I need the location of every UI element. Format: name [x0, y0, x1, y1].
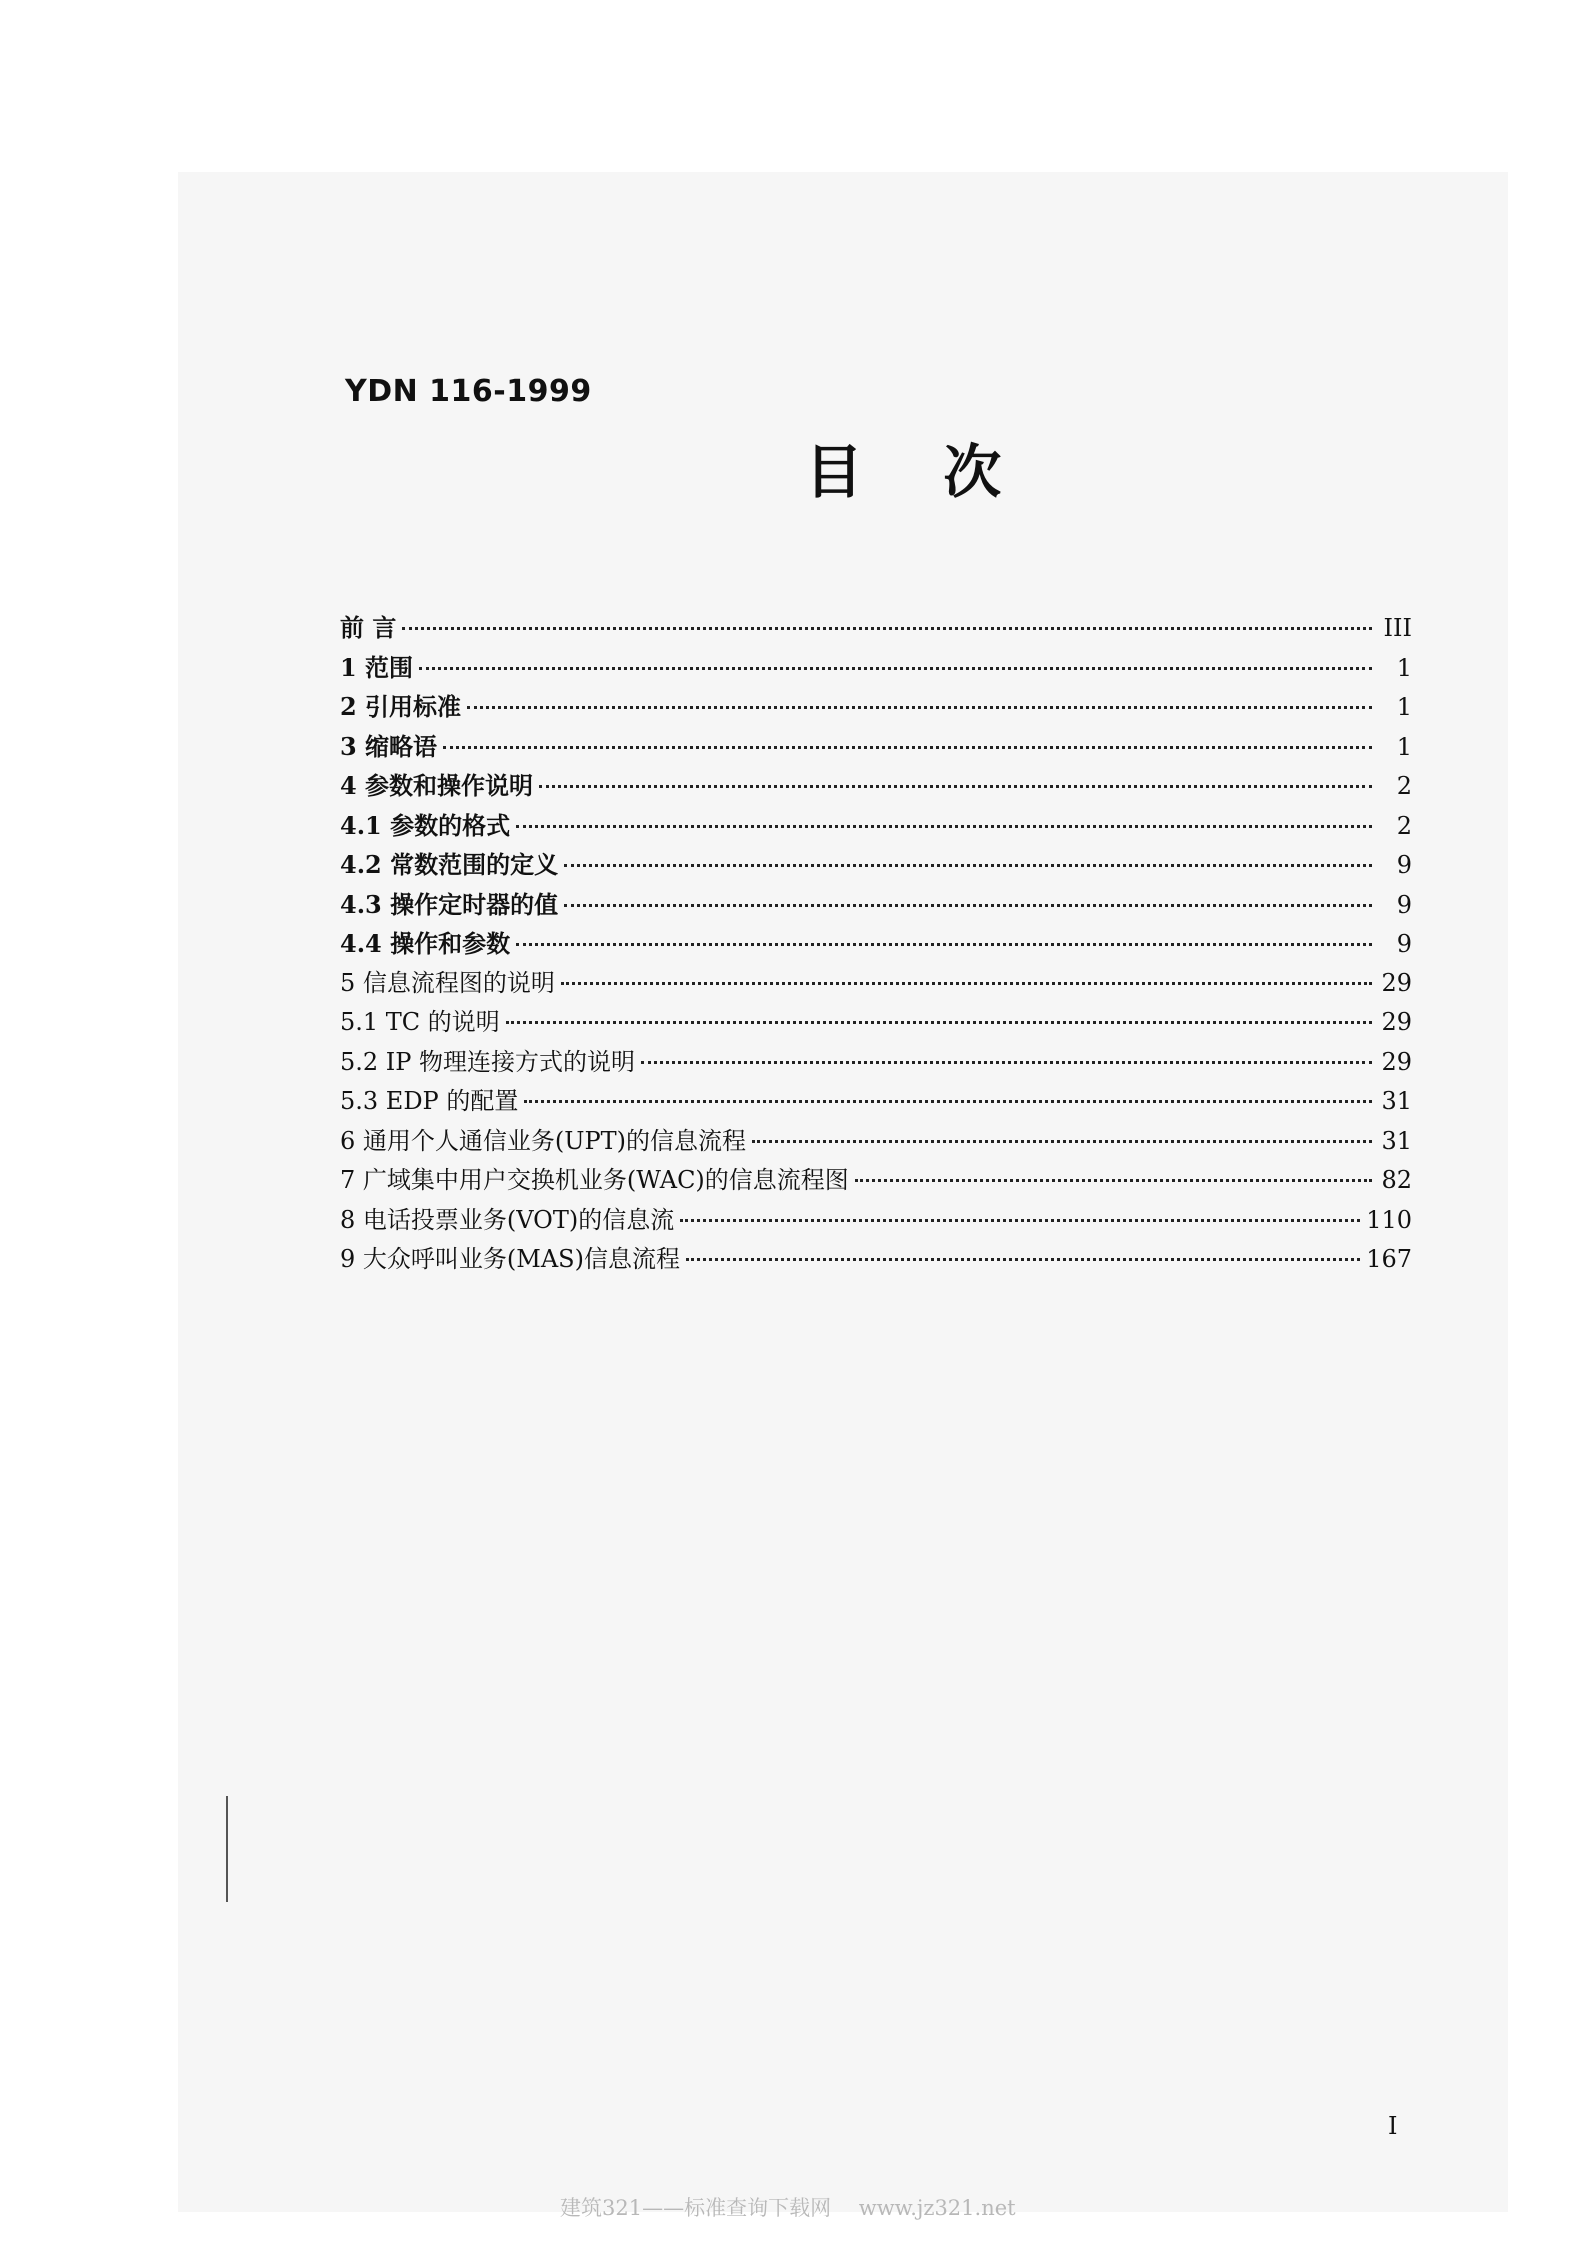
toc-entry[interactable]	[340, 1003, 1412, 1043]
toc-entry-page: 29	[1381, 1047, 1412, 1076]
toc-entry-page: 1	[1396, 653, 1412, 682]
toc-entry[interactable]	[340, 806, 1412, 846]
toc-entry-label: 5.2 IP 物理连接方式的说明	[340, 1047, 636, 1076]
document-code: YDN 116-1999	[345, 374, 592, 409]
toc-leader-dots	[855, 1179, 1372, 1182]
toc-leader-dots	[680, 1219, 1360, 1222]
toc-leader-dots	[752, 1140, 1372, 1143]
toc-entry-label: 4.4 操作和参数	[340, 929, 511, 958]
toc-entry-page: 110	[1366, 1205, 1412, 1234]
toc-leader-dots	[506, 1021, 1372, 1024]
toc-entry[interactable]	[340, 885, 1412, 925]
toc-leader-dots	[467, 706, 1372, 709]
toc-leader-dots	[564, 904, 1372, 907]
toc-entry-label: 4.2 常数范围的定义	[340, 850, 559, 879]
toc-entry[interactable]	[340, 1240, 1412, 1280]
toc-entry-page: 82	[1381, 1166, 1412, 1194]
toc-entry-label: 7 广域集中用户交换机业务(WAC)的信息流程图	[340, 1166, 849, 1194]
toc-entry-label: 3 缩略语	[340, 731, 438, 761]
toc-leader-dots	[402, 627, 1372, 630]
toc-entry-label: 9 大众呼叫业务(MAS)信息流程	[340, 1245, 680, 1273]
toc-entry-page: III	[1383, 614, 1412, 642]
toc-leader-dots	[516, 825, 1372, 828]
footer-watermark: 建筑321——标准查询下载网 www.jz321.net	[560, 2196, 1016, 2220]
toc-entry[interactable]	[340, 648, 1412, 688]
toc-entry-label: 1 范围	[340, 652, 414, 682]
toc-entry[interactable]	[340, 608, 1412, 648]
toc-leader-dots	[443, 746, 1372, 749]
toc-leader-dots	[524, 1100, 1372, 1103]
toc-leader-dots	[686, 1258, 1360, 1261]
toc-entry[interactable]	[340, 727, 1412, 767]
toc-entry[interactable]	[340, 964, 1412, 1004]
toc-entry[interactable]	[340, 1043, 1412, 1083]
toc-entry[interactable]	[340, 687, 1412, 727]
toc-entry-page: 9	[1396, 930, 1412, 958]
page-number: I	[1388, 2112, 1398, 2140]
toc-entry[interactable]	[340, 924, 1412, 964]
toc-entry-page: 9	[1396, 851, 1412, 879]
toc-entry[interactable]	[340, 845, 1412, 885]
toc-entry-label: 4.1 参数的格式	[340, 810, 511, 840]
toc-entry[interactable]	[340, 1122, 1412, 1162]
toc-entry-page: 2	[1396, 811, 1412, 840]
toc-leader-dots	[419, 667, 1372, 670]
toc-entry-page: 1	[1396, 693, 1412, 721]
toc-entry-page: 29	[1381, 1008, 1412, 1036]
toc-leader-dots	[641, 1061, 1372, 1064]
toc-entry-page: 9	[1396, 890, 1412, 919]
toc-entry-label: 5 信息流程图的说明	[340, 968, 555, 997]
toc-entry[interactable]	[340, 766, 1412, 806]
toc-entry-page: 167	[1366, 1245, 1412, 1273]
toc-entry[interactable]	[340, 1201, 1412, 1241]
table-of-contents	[340, 608, 1412, 1280]
toc-entry-label: 4 参数和操作说明	[340, 771, 534, 800]
toc-leader-dots	[561, 982, 1372, 985]
toc-entry-page: 1	[1396, 732, 1412, 761]
toc-title: 目 次	[805, 438, 1032, 506]
toc-entry-page: 29	[1381, 968, 1412, 997]
binding-mark	[226, 1796, 228, 1902]
toc-entry-label: 6 通用个人通信业务(UPT)的信息流程	[340, 1126, 747, 1155]
toc-entry-page: 2	[1396, 772, 1412, 800]
toc-entry-label: 5.3 EDP 的配置	[340, 1087, 519, 1115]
toc-entry[interactable]	[340, 1082, 1412, 1122]
toc-entry-label: 前 言	[340, 613, 397, 642]
toc-leader-dots	[516, 943, 1372, 946]
toc-entry-label: 2 引用标准	[340, 692, 462, 721]
toc-entry-label: 8 电话投票业务(VOT)的信息流	[340, 1205, 675, 1234]
toc-entry-page: 31	[1381, 1087, 1412, 1115]
toc-entry-page: 31	[1381, 1126, 1412, 1155]
toc-leader-dots	[539, 785, 1372, 788]
toc-leader-dots	[564, 864, 1372, 867]
toc-entry-label: 4.3 操作定时器的值	[340, 889, 559, 919]
toc-entry-label: 5.1 TC 的说明	[340, 1008, 500, 1036]
toc-entry[interactable]	[340, 1161, 1412, 1201]
